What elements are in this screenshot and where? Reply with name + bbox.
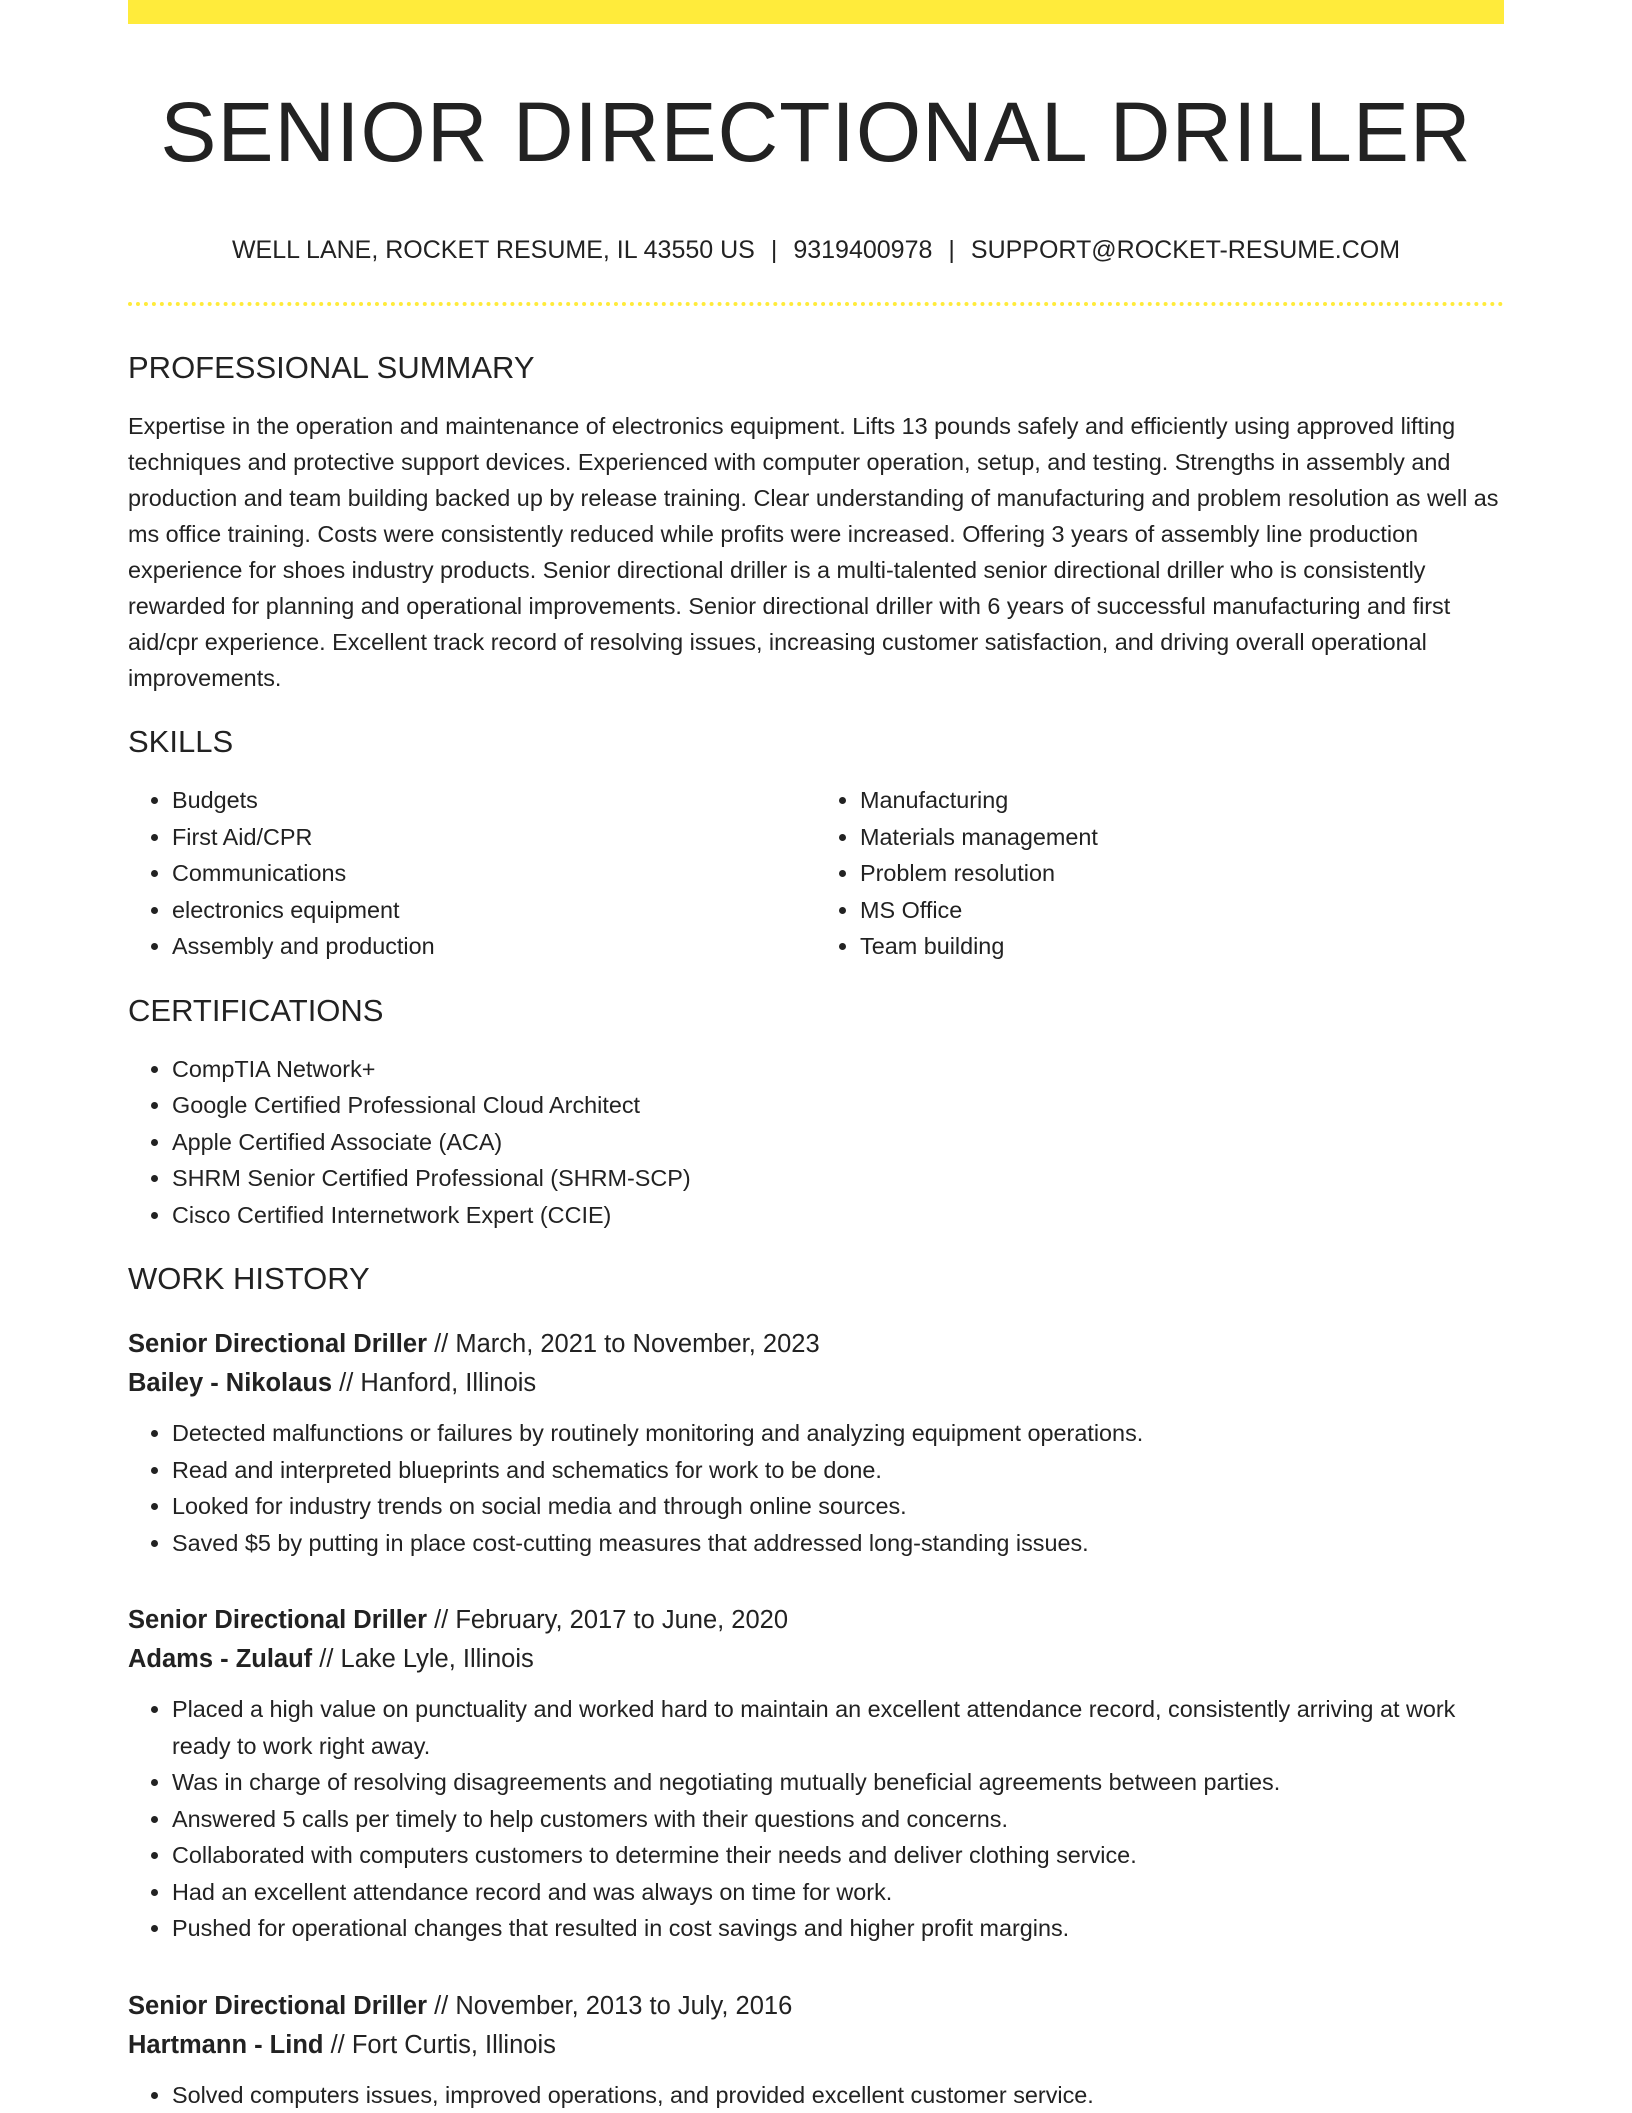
contact-phone: 9319400978 [793,236,932,264]
job-location: // Lake Lyle, Illinois [312,1645,534,1673]
resume-page [128,0,1504,2113]
job-bullet: • Read and interpreted blueprints and schematics for work to be done. [172,1452,1504,1489]
contact-separator: | [932,236,971,264]
contact-address: WELL LANE, ROCKET RESUME, IL 43550 US [232,236,755,264]
skill-item: • Problem resolution [860,855,1504,892]
certification-item: • Cisco Certified Internetwork Expert (CCIE) [172,1197,1504,1234]
job-company-line [128,1640,1504,1679]
job-bullet: • Collaborated with computers customers to determine their needs and deliver clothing service. [172,1837,1504,1874]
job-bullet: • Placed a high value on punctuality and worked hard to maintain an excellent attendance record, consistently arriving at work ready to work right away. [172,1691,1504,1764]
summary-heading: PROFESSIONAL SUMMARY [128,348,1504,388]
skills-heading: SKILLS [128,722,1504,762]
job-bullet: • Was in charge of resolving disagreements and negotiating mutually beneficial agreements between parties. [172,1764,1504,1801]
job-bullets [128,2077,1504,2113]
job-bullet: • Looked for industry trends on social media and through online sources. [172,1488,1504,1525]
certification-item: • Google Certified Professional Cloud Architect [172,1087,1504,1124]
job-bullets [128,1415,1504,1561]
job-bullet: • Detected malfunctions or failures by routinely monitoring and analyzing equipment operations. [172,1415,1504,1452]
contact-separator: | [755,236,794,264]
job-role: Senior Directional Driller [128,1992,427,2020]
job-bullet: • Answered 5 calls per timely to help customers with their questions and concerns. [172,1801,1504,1838]
job-title-line [128,1987,1504,2026]
dotted-divider [128,302,1504,306]
skill-item: • First Aid/CPR [172,819,816,856]
skill-item: • Communications [172,855,816,892]
job-title-line [128,1601,1504,1640]
certifications-heading: CERTIFICATIONS [128,991,1504,1031]
skills-grid [128,782,1504,965]
summary-text: Expertise in the operation and maintenance of electronics equipment. Lifts 13 pounds safely and efficiently using approved lifting techniques and protective support devices. Experienced with computer operation, setup, and testing. Strengths in assembly and production and team building backed up by release training. Clear understanding of manufacturing and problem resolution as well as ms office training. Costs were consistently reduced while profits were increased. Offering 3 years of assembly line production experience for shoes industry products. Senior directional driller is a multi-talented senior directional driller who is consistently rewarded for planning and operational improvements. Senior directional driller with 6 years of successful manufacturing and first aid/cpr experience. Excellent track record of resolving issues, increasing customer satisfaction, and driving overall operational improvements. [128,408,1504,696]
job-location: // Fort Curtis, Illinois [324,2031,556,2059]
skill-item: • Materials management [860,819,1504,856]
job-bullet: • Saved $5 by putting in place cost-cutting measures that addressed long-standing issues. [172,1525,1504,1562]
job-bullet: • Pushed for operational changes that resulted in cost savings and higher profit margins. [172,1910,1504,1947]
job-title-line [128,1325,1504,1364]
job-company-line [128,2026,1504,2065]
certifications-list [128,1051,1504,1234]
job-entry [128,1601,1504,1947]
certification-item: • Apple Certified Associate (ACA) [172,1124,1504,1161]
job-dates: // February, 2017 to June, 2020 [427,1606,788,1634]
skill-item: • Manufacturing [860,782,1504,819]
skill-item: • electronics equipment [172,892,816,929]
work-history-heading: WORK HISTORY [128,1259,1504,1299]
resume-name: SENIOR DIRECTIONAL DRILLER [128,82,1504,182]
job-company: Bailey - Nikolaus [128,1369,332,1397]
skill-item: • MS Office [860,892,1504,929]
job-role: Senior Directional Driller [128,1606,427,1634]
skills-right-column [816,782,1504,965]
job-role: Senior Directional Driller [128,1330,427,1358]
job-dates: // November, 2013 to July, 2016 [427,1992,792,2020]
accent-bar [128,0,1504,24]
contact-email: SUPPORT@ROCKET-RESUME.COM [971,236,1400,264]
job-entry [128,1987,1504,2113]
skills-left-column [128,782,816,965]
skill-item: • Team building [860,928,1504,965]
job-bullets [128,1691,1504,1947]
job-dates: // March, 2021 to November, 2023 [427,1330,820,1358]
certification-item: • SHRM Senior Certified Professional (SHRM-SCP) [172,1160,1504,1197]
job-company: Hartmann - Lind [128,2031,324,2059]
skill-item: • Assembly and production [172,928,816,965]
skill-item: • Budgets [172,782,816,819]
certification-item: • CompTIA Network+ [172,1051,1504,1088]
contact-line [128,234,1504,266]
job-company-line [128,1364,1504,1403]
job-company: Adams - Zulauf [128,1645,312,1673]
job-location: // Hanford, Illinois [332,1369,536,1397]
job-bullet: • Had an excellent attendance record and was always on time for work. [172,1874,1504,1911]
job-bullet: • Solved computers issues, improved operations, and provided excellent customer service. [172,2077,1504,2113]
job-entry [128,1325,1504,1561]
